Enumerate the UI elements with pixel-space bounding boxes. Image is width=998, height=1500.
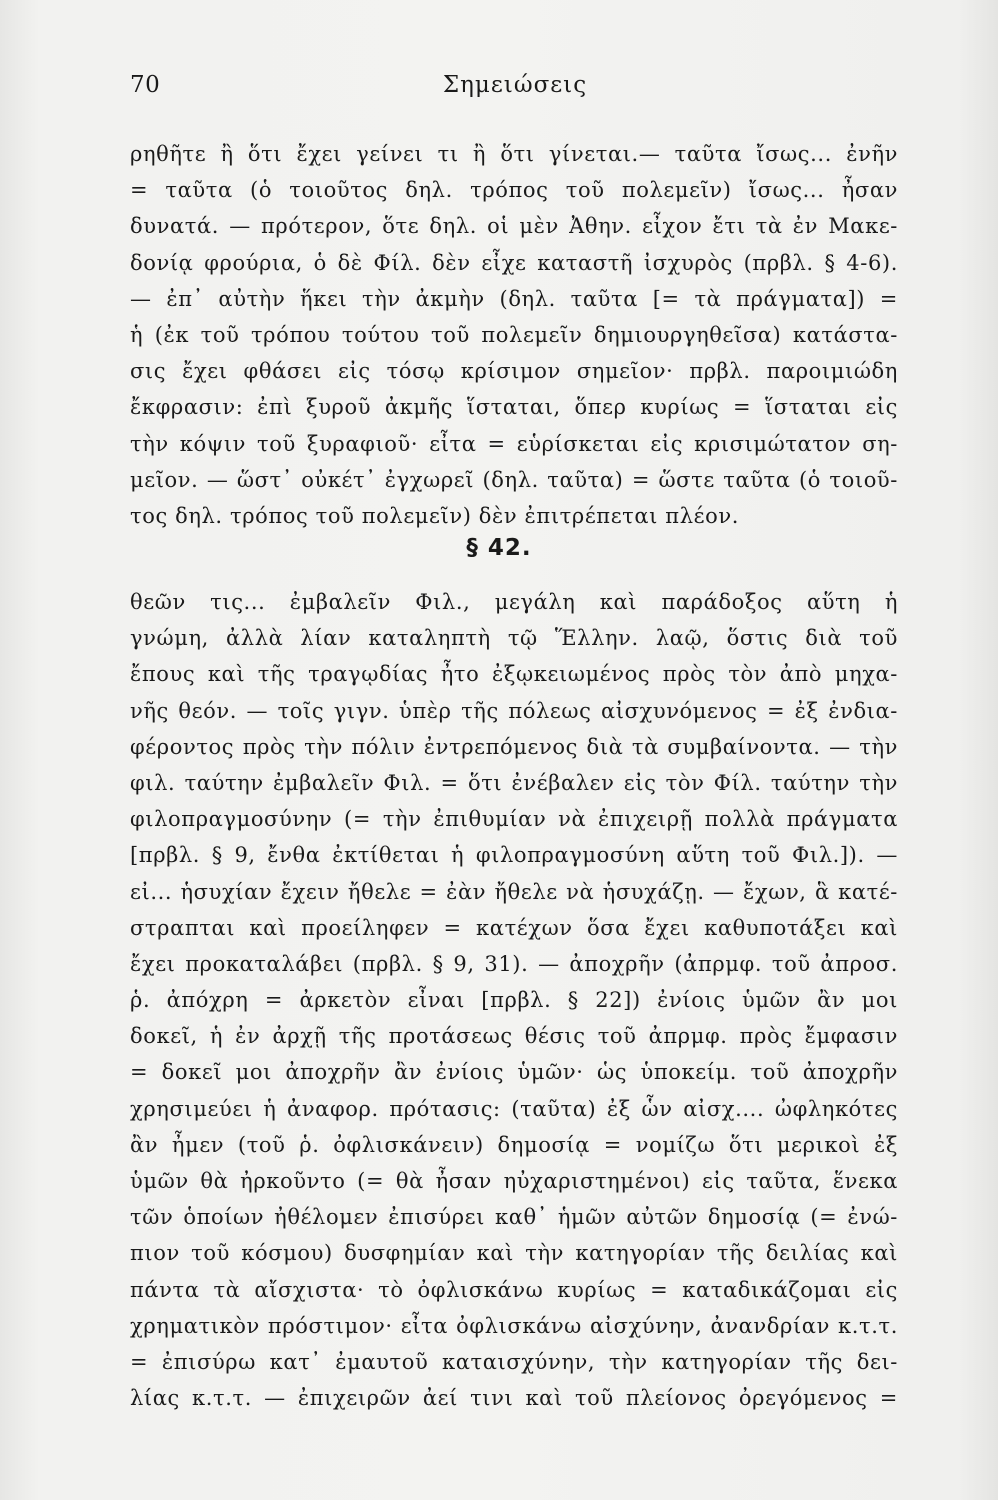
- text-line: δοκεῖ, ἡ ἐν ἀρχῇ τῆς προτάσεως θέσις τοῦ ἀπρμφ. πρὸς ἔμφασιν: [130, 1024, 898, 1049]
- text-line: τῶν ὁποίων ἠθέλομεν ἐπισύρει καθ᾽ ἡμῶν αὐτῶν δημοσίᾳ (= ἐνώ-: [130, 1205, 898, 1230]
- text-line: ὑμῶν θὰ ἠρκοῦντο (= θὰ ἦσαν ηὐχαριστημένοι) εἰς ταῦτα, ἕνεκα: [130, 1169, 898, 1193]
- text-line: = ἐπισύρω κατ᾽ ἐμαυτοῦ καταισχύνην, τὴν κατηγορίαν τῆς δει-: [130, 1349, 898, 1374]
- text-line: μεῖον. — ὥστ᾽ οὐκέτ᾽ ἐγχωρεῖ (δηλ. ταῦτα) = ὥστε ταῦτα (ὁ τοιοῦ-: [130, 467, 898, 492]
- text-line: στραπται καὶ προείληφεν = κατέχων ὅσα ἔχει καθυποτάξει καὶ: [130, 915, 898, 940]
- section-heading: § 42.: [466, 535, 532, 561]
- text-line: χρησιμεύει ἡ ἀναφορ. πρότασις: (ταῦτα) ἐξ ὧν αἰσχ.... ὠφληκότες: [130, 1096, 898, 1121]
- text-line: τὴν κόψιν τοῦ ξυραφιοῦ· εἶτα = εὑρίσκεται εἰς κρισιμώτατον ση-: [130, 431, 898, 456]
- text-line: ῥ. ἀπόχρη = ἀρκετὸν εἶναι [πρβλ. § 22]) ἐνίοις ὑμῶν ἂν μοι: [130, 988, 898, 1013]
- text-line: νῆς θεόν. — τοῖς γιγν. ὑπὲρ τῆς πόλεως αἰσχυνόμενος = ἐξ ἐνδια-: [130, 698, 898, 723]
- text-line: χρηματικὸν πρόστιμον· εἶτα ὀφλισκάνω αἰσχύνην, ἀνανδρίαν κ.τ.τ.: [130, 1313, 898, 1338]
- text-line: σις ἔχει φθάσει εἰς τόσῳ κρίσιμον σημεῖον· πρβλ. παροιμιώδη: [130, 359, 898, 384]
- text-line: πιον τοῦ κόσμου) δυσφημίαν καὶ τὴν κατηγορίαν τῆς δειλίας καὶ: [130, 1241, 898, 1266]
- running-title: Σημειώσεις: [442, 72, 588, 98]
- text-line: ἡ (ἐκ τοῦ τρόπου τούτου τοῦ πολεμεῖν δημιουργηθεῖσα) κατάστα-: [130, 322, 898, 347]
- text-line: ἔπους καὶ τῆς τραγῳδίας ἦτο ἐξῳκειωμένος πρὸς τὸν ἀπὸ μηχα-: [130, 662, 898, 687]
- text-line: φιλοπραγμοσύνην (= τὴν ἐπιθυμίαν νὰ ἐπιχειρῇ πολλὰ πράγματα: [130, 807, 898, 832]
- text-line: [πρβλ. § 9, ἔνθα ἐκτίθεται ἡ φιλοπραγμοσύνη αὕτη τοῦ Φιλ.]). —: [130, 843, 898, 868]
- text-line: ἂν ἦμεν (τοῦ ῥ. ὀφλισκάνειν) δημοσίᾳ = νομίζω ὅτι μερικοὶ ἐξ: [130, 1132, 898, 1157]
- text-line: λίας κ.τ.τ. — ἐπιχειρῶν ἀεί τινι καὶ τοῦ πλείονος ὀρεγόμενος =: [130, 1386, 898, 1411]
- text-line: φέροντος πρὸς τὴν πόλιν ἐντρεπόμενος διὰ τὰ συμβαίνοντα. — τὴν: [130, 734, 898, 759]
- notes-paragraph-1: [130, 136, 898, 534]
- text-line: ἔκφρασιν: ἐπὶ ξυροῦ ἀκμῆς ἵσταται, ὅπερ κυρίως = ἵσταται εἰς: [130, 395, 898, 420]
- text-line: — ἐπ᾽ αὐτὴν ἥκει τὴν ἀκμὴν (δηλ. ταῦτα [= τὰ πράγματα]) =: [130, 286, 898, 311]
- text-line: εἰ... ἡσυχίαν ἔχειν ἤθελε = ἐὰν ἤθελε νὰ ἡσυχάζῃ. — ἔχων, ἃ κατέ-: [130, 879, 898, 904]
- text-line: θεῶν τις... ἐμβαλεῖν Φιλ., μεγάλη καὶ παράδοξος αὕτη ἡ: [130, 590, 898, 614]
- page-header: [130, 72, 900, 108]
- text-line: δυνατά. — πρότερον, ὅτε δηλ. οἱ μὲν Ἀθην. εἶχον ἔτι τὰ ἐν Μακε-: [130, 214, 898, 239]
- text-line: = δοκεῖ μοι ἀποχρῆν ἂν ἐνίοις ὑμῶν· ὡς ὑποκείμ. τοῦ ἀποχρῆν: [130, 1060, 898, 1085]
- text-line: πάντα τὰ αἴσχιστα· τὸ ὀφλισκάνω κυρίως = καταδικάζομαι εἰς: [130, 1277, 898, 1302]
- text-line: = ταῦτα (ὁ τοιοῦτος δηλ. τρόπος τοῦ πολεμεῖν) ἴσως... ἦσαν: [130, 178, 898, 203]
- text-line: ρηθῆτε ἢ ὅτι ἔχει γείνει τι ἢ ὅτι γίνεται.— ταῦτα ἴσως... ἐνῆν: [130, 142, 898, 166]
- notes-paragraph-2: [130, 584, 898, 1416]
- text-line: τος δηλ. τρόπος τοῦ πολεμεῖν) δὲν ἐπιτρέπεται πλέον.: [130, 503, 739, 528]
- text-line: φιλ. ταύτην ἐμβαλεῖν Φιλ. = ὅτι ἐνέβαλεν εἰς τὸν Φίλ. ταύτην τὴν: [130, 770, 898, 795]
- text-line: δονίᾳ φρούρια, ὁ δὲ Φίλ. δὲν εἶχε καταστῆ ἰσχυρὸς (πρβλ. § 4-6).: [130, 250, 898, 275]
- text-line: ἔχει προκαταλάβει (πρβλ. § 9, 31). — ἀποχρῆν (ἀπρμφ. τοῦ ἀπροσ.: [130, 951, 898, 976]
- page-number: 70: [130, 72, 161, 98]
- text-line: γνώμη, ἀλλὰ λίαν καταληπτὴ τῷ Ἕλλην. λαῷ, ὅστις διὰ τοῦ: [130, 626, 898, 651]
